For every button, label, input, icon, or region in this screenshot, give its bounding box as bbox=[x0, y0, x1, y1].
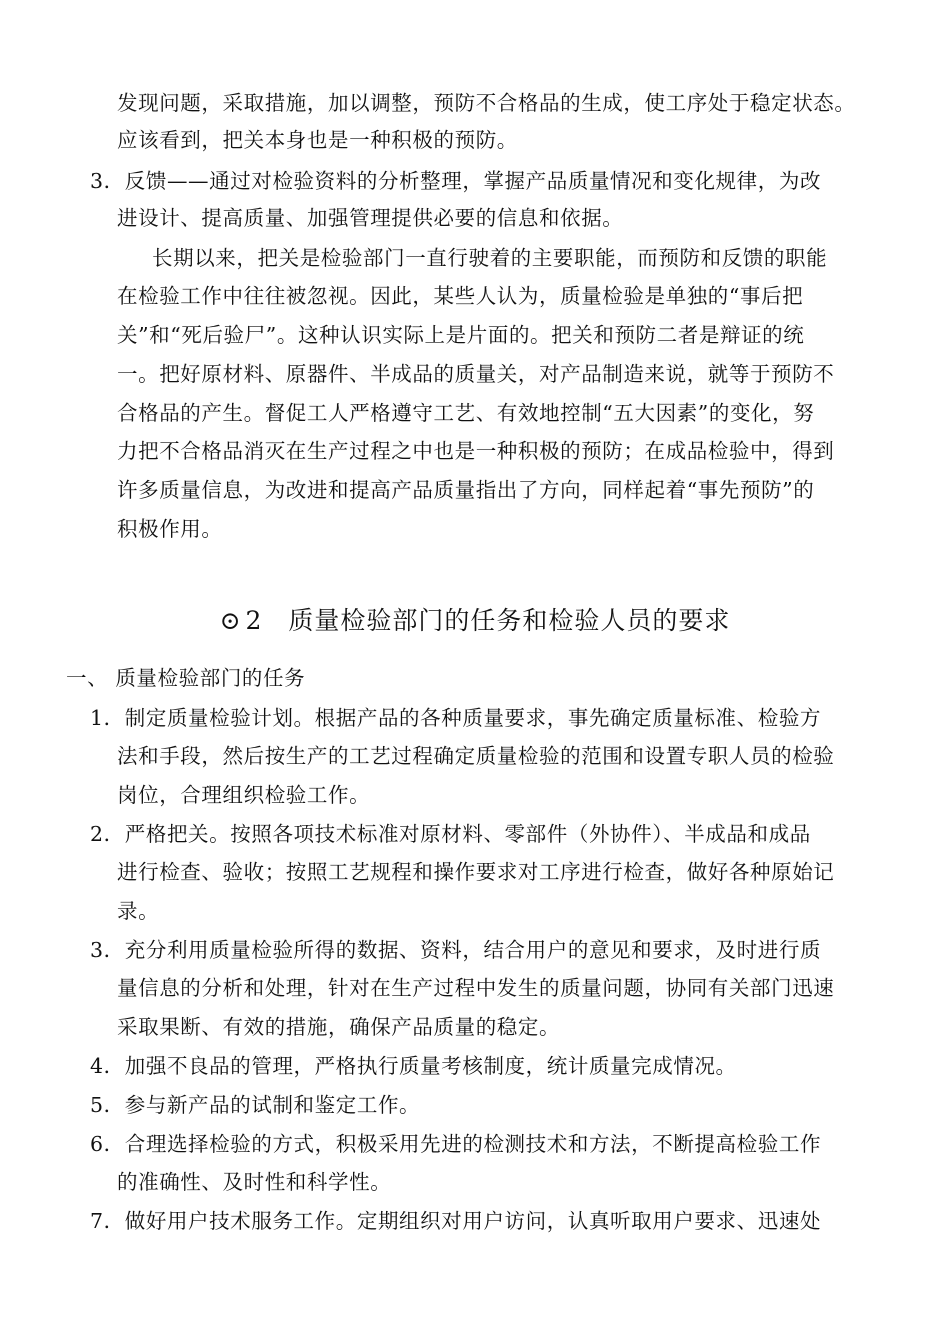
intro-line: 应该看到，把关本身也是一种积极的预防。 bbox=[117, 128, 518, 152]
task-line: 7．做好用户技术服务工作。定期组织对用户访问，认真听取用户要求、迅速处 bbox=[90, 1209, 822, 1233]
paragraph-line: 一。把好原材料、原器件、半成品的质量关，对产品制造来说，就等于预防不 bbox=[117, 362, 835, 386]
task-line: 的准确性、及时性和科学性。 bbox=[117, 1170, 392, 1194]
task-line: 岗位，合理组织检验工作。 bbox=[117, 783, 371, 807]
task-line: 量信息的分析和处理，针对在生产过程中发生的质量问题，协同有关部门迅速 bbox=[117, 976, 835, 1000]
paragraph-line: 长期以来，把关是检验部门一直行驶着的主要职能，而预防和反馈的职能 bbox=[152, 246, 828, 270]
task-line: 2．严格把关。按照各项技术标准对原材料、零部件（外协件）、半成品和成品 bbox=[90, 822, 811, 846]
paragraph-line: 在检验工作中往往被忽视。因此，某些人认为，质量检验是单独的“事后把 bbox=[117, 284, 804, 308]
task-line: 3．充分利用质量检验所得的数据、资料，结合用户的意见和要求，及时进行质 bbox=[90, 938, 822, 962]
section-heading bbox=[0, 604, 950, 638]
feedback-item-line: 进设计、提高质量、加强管理提供必要的信息和依据。 bbox=[117, 206, 624, 230]
task-line: 5．参与新产品的试制和鉴定工作。 bbox=[90, 1093, 421, 1117]
task-line: 进行检查、验收；按照工艺规程和操作要求对工序进行检查，做好各种原始记 bbox=[117, 860, 835, 884]
feedback-item-line: 3．反馈——通过对检验资料的分析整理，掌握产品质量情况和变化规律，为改 bbox=[90, 169, 822, 193]
subsection-heading: 一、 质量检验部门的任务 bbox=[66, 666, 306, 690]
paragraph-line: 力把不合格品消灭在生产过程之中也是一种积极的预防；在成品检验中，得到 bbox=[117, 439, 835, 463]
task-line: 采取果断、有效的措施，确保产品质量的稳定。 bbox=[117, 1015, 561, 1039]
section-symbol-icon: ⊙ bbox=[219, 606, 242, 635]
section-title: 质量检验部门的任务和检验人员的要求 bbox=[288, 606, 731, 635]
paragraph-line: 许多质量信息，为改进和提高产品质量指出了方向，同样起着“事先预防”的 bbox=[117, 478, 815, 502]
paragraph-line: 积极作用。 bbox=[117, 517, 223, 541]
intro-line: 发现问题，采取措施，加以调整，预防不合格品的生成，使工序处于稳定状态。 bbox=[117, 91, 856, 115]
paragraph-line: 关”和“死后验尸”。这种认识实际上是片面的。把关和预防二者是辩证的统 bbox=[117, 323, 805, 347]
task-line: 法和手段，然后按生产的工艺过程确定质量检验的范围和设置专职人员的检验 bbox=[117, 744, 835, 768]
task-line: 6．合理选择检验的方式，积极采用先进的检测技术和方法，不断提高检验工作 bbox=[90, 1132, 822, 1156]
section-number: 2 bbox=[245, 606, 263, 635]
paragraph-line: 合格品的产生。督促工人严格遵守工艺、有效地控制“五大因素”的变化，努 bbox=[117, 401, 815, 425]
task-line: 1．制定质量检验计划。根据产品的各种质量要求，事先确定质量标准、检验方 bbox=[90, 706, 822, 730]
task-line: 录。 bbox=[117, 899, 160, 923]
task-line: 4．加强不良品的管理，严格执行质量考核制度，统计质量完成情况。 bbox=[90, 1054, 737, 1078]
